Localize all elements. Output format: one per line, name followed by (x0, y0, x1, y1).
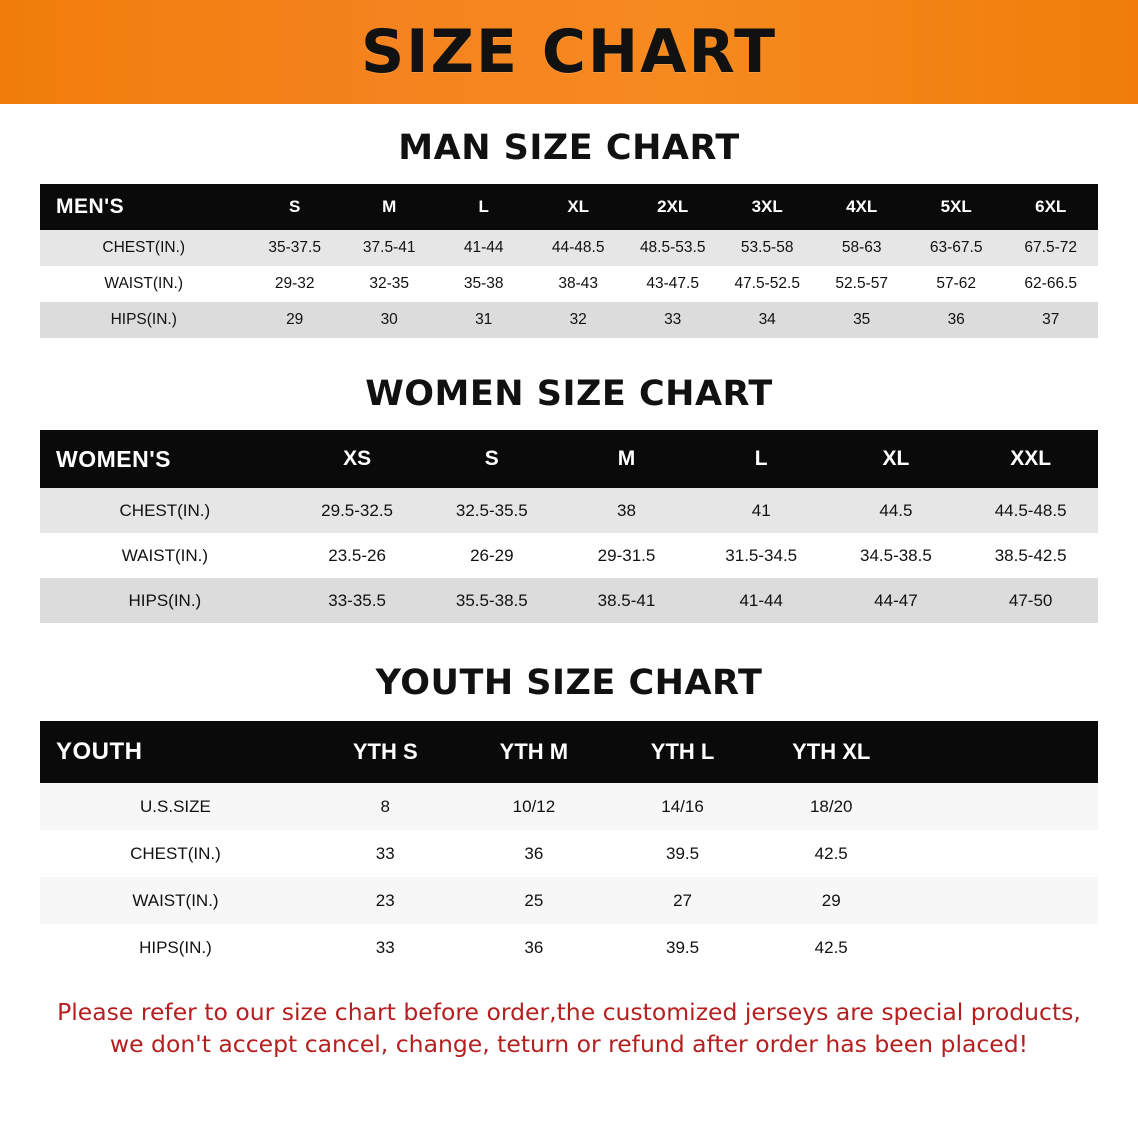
col-header: S (424, 430, 559, 488)
table-cell: 44-48.5 (551, 239, 605, 256)
table-cell: 39.5 (666, 843, 700, 863)
women-section-title: WOMEN SIZE CHART (365, 374, 773, 414)
col-header: YTH M (460, 721, 609, 783)
table-header-row (40, 430, 1098, 488)
table-cell: 29-32 (274, 275, 315, 292)
table-cell: 29.5-32.5 (321, 500, 394, 520)
man-table-wrap (0, 184, 1138, 338)
youth-section-title: YOUTH SIZE CHART (375, 663, 763, 703)
table-cell: 37 (1042, 311, 1060, 328)
table-cell: 41 (751, 500, 771, 520)
table-cell: 38.5-42.5 (994, 545, 1067, 565)
table-cell-spacer (906, 783, 1098, 830)
col-header: 4XL (814, 184, 909, 230)
man-size-table (40, 184, 1098, 338)
table-cell: 39.5 (666, 937, 700, 957)
table-cell: 34.5-38.5 (859, 545, 932, 565)
table-cell: 25 (524, 890, 544, 910)
table-row (40, 830, 1098, 877)
table-cell: 36 (524, 937, 544, 957)
table-cell: 23 (375, 890, 395, 910)
table-cell: 10/12 (512, 796, 556, 816)
col-header: XXL (963, 430, 1098, 488)
table-header-row (40, 721, 1098, 783)
table-row (40, 578, 1098, 623)
women-table-wrap (0, 430, 1138, 623)
col-header: YOUTH (40, 721, 311, 783)
table-cell: 43-47.5 (646, 275, 699, 292)
row-label: WAIST(IN.) (121, 545, 208, 565)
table-cell: 41-44 (739, 590, 783, 610)
table-cell-spacer (906, 877, 1098, 924)
table-cell: 30 (380, 311, 398, 328)
table-cell: 35 (853, 311, 871, 328)
col-header: MEN'S (40, 184, 247, 230)
col-header: L (694, 430, 829, 488)
table-row (40, 302, 1098, 338)
row-label: CHEST(IN.) (119, 500, 211, 520)
table-cell: 33 (375, 843, 395, 863)
table-cell: 29-31.5 (597, 545, 656, 565)
table-cell: 32-35 (369, 275, 410, 292)
youth-table-wrap (0, 721, 1138, 971)
table-cell: 34 (758, 311, 776, 328)
col-header: YTH L (608, 721, 757, 783)
table-row (40, 877, 1098, 924)
table-cell: 48.5-53.5 (639, 239, 706, 256)
table-cell: 33 (375, 937, 395, 957)
table-row (40, 488, 1098, 533)
col-header: M (342, 184, 437, 230)
col-header: XS (290, 430, 425, 488)
table-cell: 62-66.5 (1024, 275, 1077, 292)
table-cell: 18/20 (809, 796, 853, 816)
row-label: HIPS(IN.) (110, 311, 177, 328)
disclaimer-line-2: we don't accept cancel, change, teturn or refund after order has been placed! (109, 1029, 1029, 1058)
table-cell: 29 (821, 890, 841, 910)
table-cell: 38-43 (558, 275, 599, 292)
table-cell: 35-37.5 (268, 239, 321, 256)
row-label: CHEST(IN.) (130, 843, 221, 863)
table-cell: 31 (475, 311, 493, 328)
col-header: S (247, 184, 342, 230)
table-row (40, 230, 1098, 266)
page-title: SIZE CHART (360, 17, 778, 87)
table-cell: 27 (673, 890, 692, 910)
table-cell-spacer (906, 830, 1098, 877)
table-cell: 67.5-72 (1024, 239, 1077, 256)
col-header: 5XL (909, 184, 1004, 230)
col-header: 3XL (720, 184, 815, 230)
col-header: XL (531, 184, 626, 230)
table-cell: 23.5-26 (328, 545, 386, 565)
col-header: YTH XL (757, 721, 906, 783)
col-header: WOMEN'S (40, 430, 290, 488)
table-cell: 44-47 (874, 590, 918, 610)
table-cell: 41-44 (463, 239, 504, 256)
page-banner (0, 0, 1138, 104)
table-cell: 33-35.5 (328, 590, 386, 610)
table-cell: 53.5-58 (740, 239, 794, 256)
table-row (40, 783, 1098, 830)
table-cell: 44.5-48.5 (994, 500, 1067, 520)
table-cell: 35.5-38.5 (455, 590, 528, 610)
row-label: HIPS(IN.) (128, 590, 202, 610)
table-cell: 38.5-41 (597, 590, 656, 610)
table-cell: 52.5-57 (835, 275, 888, 292)
disclaimer-line-1: Please refer to our size chart before order,the customized jerseys are special products, (57, 998, 1081, 1026)
row-label: WAIST(IN.) (132, 890, 219, 910)
table-cell: 37.5-41 (362, 239, 416, 256)
table-cell: 32.5-35.5 (455, 500, 528, 520)
women-size-table (40, 430, 1098, 623)
table-cell: 14/16 (661, 796, 704, 816)
table-cell: 32 (569, 311, 587, 328)
youth-size-table (40, 721, 1098, 971)
col-header: M (559, 430, 694, 488)
table-cell: 29 (286, 311, 304, 328)
table-row (40, 924, 1098, 971)
table-cell: 58-63 (841, 239, 882, 256)
table-cell: 36 (524, 843, 544, 863)
table-cell: 44.5 (879, 500, 913, 520)
col-header: YTH S (311, 721, 460, 783)
col-header: 2XL (625, 184, 720, 230)
man-section-title: MAN SIZE CHART (398, 128, 740, 168)
table-cell: 42.5 (814, 937, 848, 957)
col-header: L (436, 184, 531, 230)
col-header-spacer (906, 721, 1098, 783)
table-row (40, 266, 1098, 302)
table-row (40, 533, 1098, 578)
row-label: HIPS(IN.) (139, 937, 212, 957)
col-header: 6XL (1003, 184, 1098, 230)
table-cell: 33 (664, 311, 682, 328)
row-label: WAIST(IN.) (104, 275, 184, 292)
table-cell: 57-62 (936, 275, 977, 292)
table-cell: 47-50 (1008, 590, 1053, 610)
table-cell: 35-38 (463, 275, 504, 292)
row-label: U.S.SIZE (140, 796, 211, 816)
table-cell: 63-67.5 (929, 239, 983, 256)
disclaimer-note (34, 997, 1104, 1060)
row-label: CHEST(IN.) (102, 239, 186, 256)
table-cell: 36 (947, 311, 965, 328)
table-cell: 31.5-34.5 (725, 545, 798, 565)
table-cell: 26-29 (470, 545, 514, 565)
table-header-row (40, 184, 1098, 230)
col-header: XL (829, 430, 964, 488)
table-cell: 42.5 (814, 843, 848, 863)
table-cell: 47.5-52.5 (734, 275, 800, 292)
table-cell: 38 (617, 500, 636, 520)
table-cell-spacer (906, 924, 1098, 971)
table-cell: 8 (380, 796, 390, 816)
